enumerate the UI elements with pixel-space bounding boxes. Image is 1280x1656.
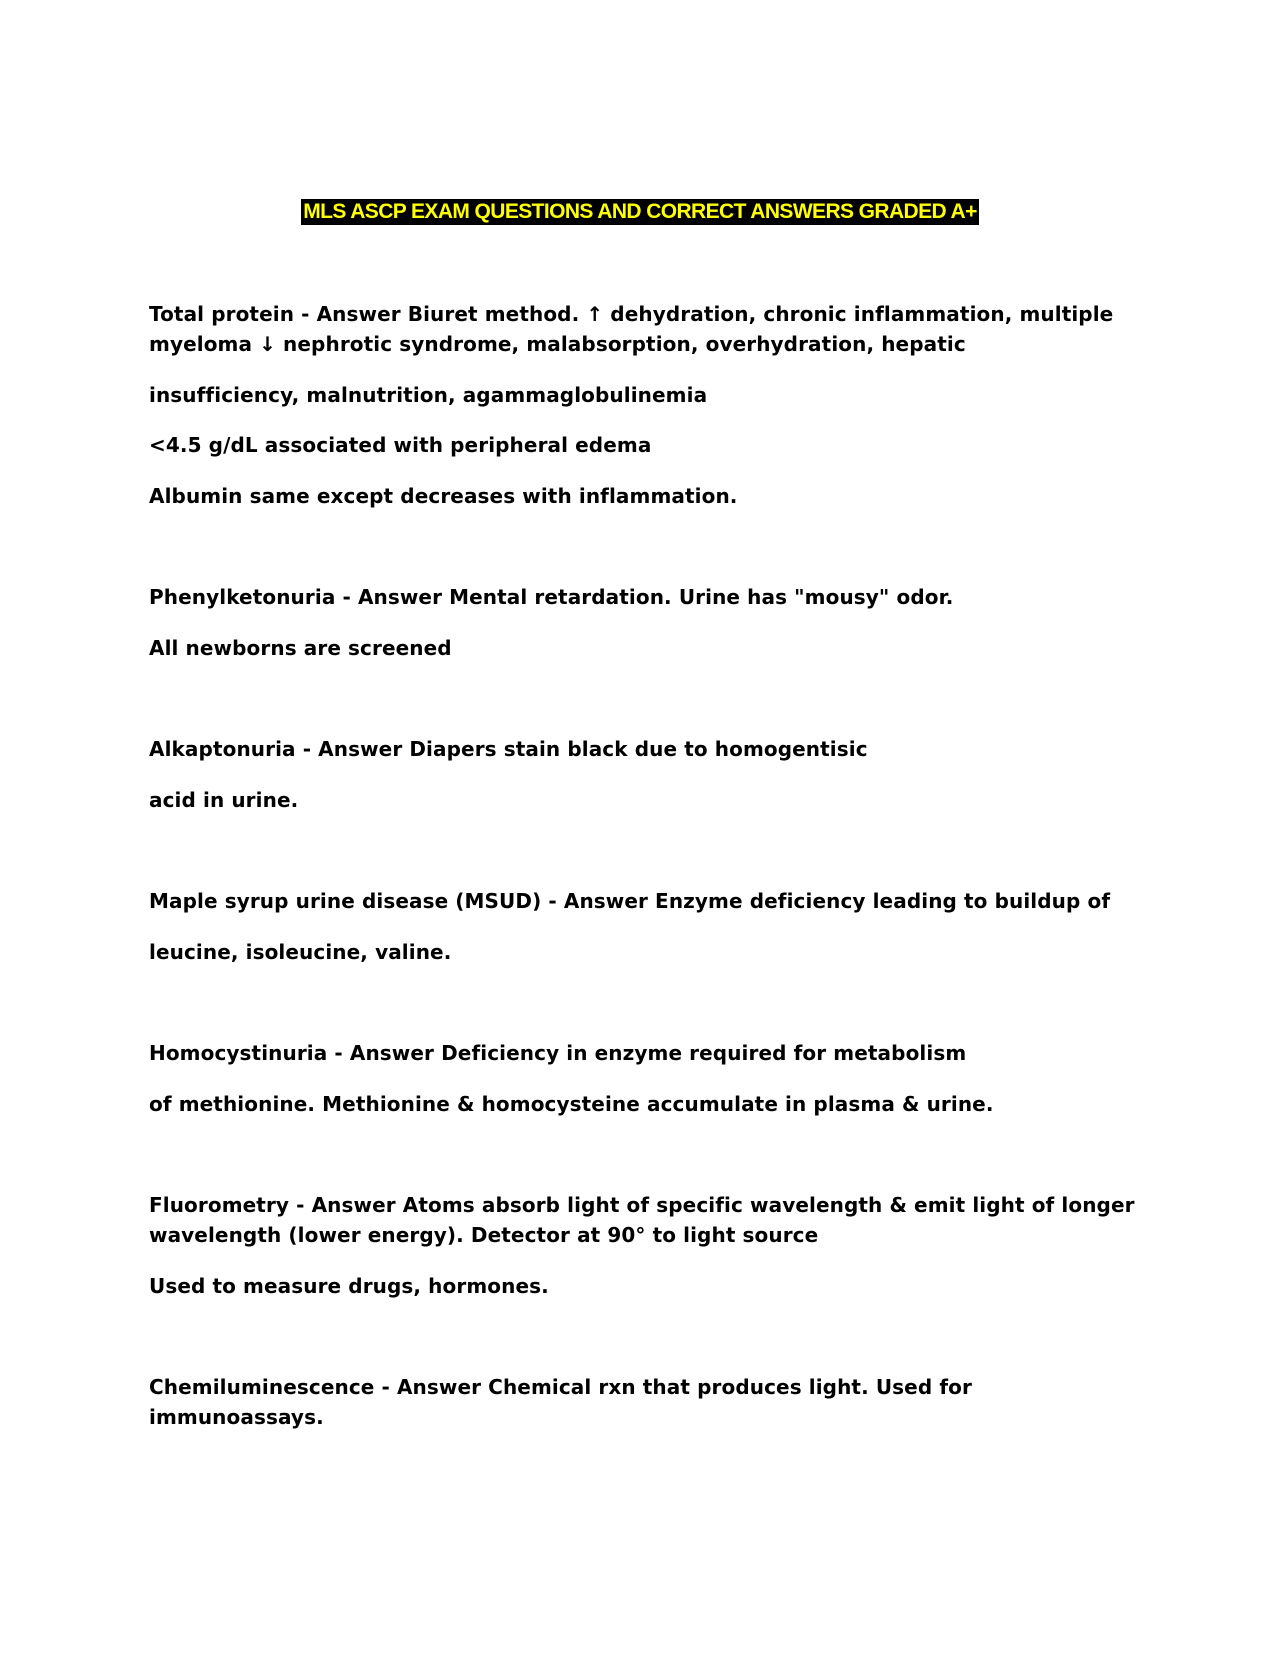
text-line: insufficiency, malnutrition, agammaglobulinemia (149, 383, 708, 407)
text-line: Used to measure drugs, hormones. (149, 1274, 549, 1298)
text-line: immunoassays. (149, 1405, 324, 1429)
text-line: Maple syrup urine disease (MSUD) - Answer Enzyme deficiency leading to buildup of (149, 889, 1111, 913)
text-line: Total protein - Answer Biuret method. ↑ dehydration, chronic inflammation, multiple (149, 302, 1114, 326)
text-line: acid in urine. (149, 788, 299, 812)
text-line: Alkaptonuria - Answer Diapers stain black due to homogentisic (149, 737, 868, 761)
text-line: Fluorometry - Answer Atoms absorb light of specific wavelength & emit light of longer (149, 1193, 1135, 1217)
text-line: Homocystinuria - Answer Deficiency in enzyme required for metabolism (149, 1041, 967, 1065)
text-line: Chemiluminescence - Answer Chemical rxn that produces light. Used for (149, 1375, 972, 1399)
text-line: wavelength (lower energy). Detector at 90° to light source (149, 1223, 819, 1247)
document-header (0, 199, 1280, 225)
text-line: of methionine. Methionine & homocysteine accumulate in plasma & urine. (149, 1092, 994, 1116)
text-line: All newborns are screened (149, 636, 452, 660)
text-line: myeloma ↓ nephrotic syndrome, malabsorption, overhydration, hepatic (149, 332, 966, 356)
text-line: <4.5 g/dL associated with peripheral edema (149, 433, 652, 457)
text-line: Phenylketonuria - Answer Mental retardation. Urine has "mousy" odor. (149, 585, 954, 609)
text-line: leucine, isoleucine, valine. (149, 940, 452, 964)
document-title: MLS ASCP EXAM QUESTIONS AND CORRECT ANSWERS GRADED A+ (303, 200, 977, 223)
text-line: Albumin same except decreases with inflammation. (149, 484, 738, 508)
